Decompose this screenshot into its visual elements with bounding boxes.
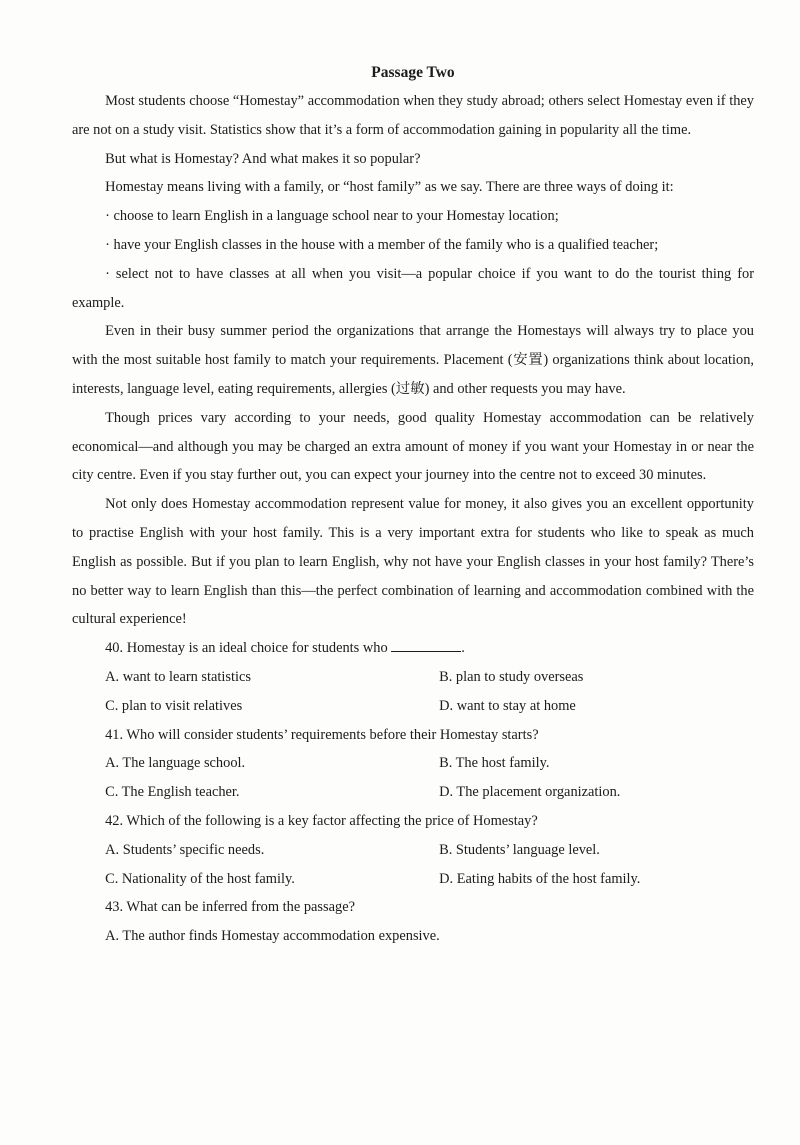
option-b: B. The host family. [439, 755, 550, 772]
option-c: C. The English teacher. [105, 784, 240, 801]
document-page [72, 58, 754, 951]
passage-title: Passage Two [371, 64, 455, 81]
question-41: 41. Who will consider students’ requirements before their Homestay starts? [105, 726, 539, 743]
option-c: C. Nationality of the host family. [105, 870, 295, 887]
question-stem: 40. Homestay is an ideal choice for students who [105, 640, 388, 657]
options-row [72, 836, 754, 865]
option-c: C. plan to visit relatives [105, 697, 243, 714]
options-row [72, 692, 754, 721]
paragraph: Not only does Homestay accommodation represent value for money, it also gives you an excellent opportunity to practise English with your host family. This is a very important extra for students who like to speak as much English as possible. But if you plan to learn English, why not have your English classes in your host family? There’s no better way to learn English than this—the perfect combination of learning and accommodation combined with the cultural experience! [72, 496, 754, 628]
option-a: A. The author finds Homestay accommodation expensive. [105, 928, 440, 945]
paragraph: Though prices vary according to your needs, good quality Homestay accommodation can be relatively economical—and although you may be charged an extra amount of money if you want your Homestay in or near the city centre. Even if you stay further out, you can expect your journey into the centre not to exceed 30 minutes. [72, 409, 754, 484]
options-row [72, 778, 754, 807]
option-a: A. want to learn statistics [105, 668, 251, 685]
paragraph: But what is Homestay? And what makes it so popular? [105, 150, 421, 167]
option-a: A. The language school. [105, 755, 246, 772]
bullet-item: · choose to learn English in a language school near to your Homestay location; [105, 208, 559, 225]
question-43: 43. What can be inferred from the passage? [105, 899, 355, 916]
option-d: D. Eating habits of the host family. [439, 870, 641, 887]
answer-blank [391, 637, 461, 652]
question-40 [72, 634, 754, 663]
options-row [72, 749, 754, 778]
paragraph: Most students choose “Homestay” accommodation when they study abroad; others select Homestay even if they are not on a study visit. Statistics show that it’s a form of accommodation gaining in popularity all the time. [72, 93, 754, 138]
options-row [72, 663, 754, 692]
option-b: B. plan to study overseas [439, 668, 584, 685]
question-stem-tail: . [461, 640, 465, 657]
options-row [72, 865, 754, 894]
paragraph: Homestay means living with a family, or “host family” as we say. There are three ways of doing it: [105, 179, 674, 196]
option-b: B. Students’ language level. [439, 841, 600, 858]
paragraph: Even in their busy summer period the organizations that arrange the Homestays will always try to place you with the most suitable host family to match your requirements. Placement (安置) organizations think about location, interests, language level, eating requirements, allergies (过敏) and other requests you may have. [72, 323, 754, 397]
option-d: D. The placement organization. [439, 784, 621, 801]
question-42: 42. Which of the following is a key factor affecting the price of Homestay? [105, 812, 538, 829]
bullet-item: · have your English classes in the house with a member of the family who is a qualified teacher; [105, 236, 659, 253]
option-a: A. Students’ specific needs. [105, 841, 265, 858]
option-d: D. want to stay at home [439, 697, 576, 714]
bullet-item: · select not to have classes at all when you visit—a popular choice if you want to do the tourist thing for example. [72, 265, 754, 311]
